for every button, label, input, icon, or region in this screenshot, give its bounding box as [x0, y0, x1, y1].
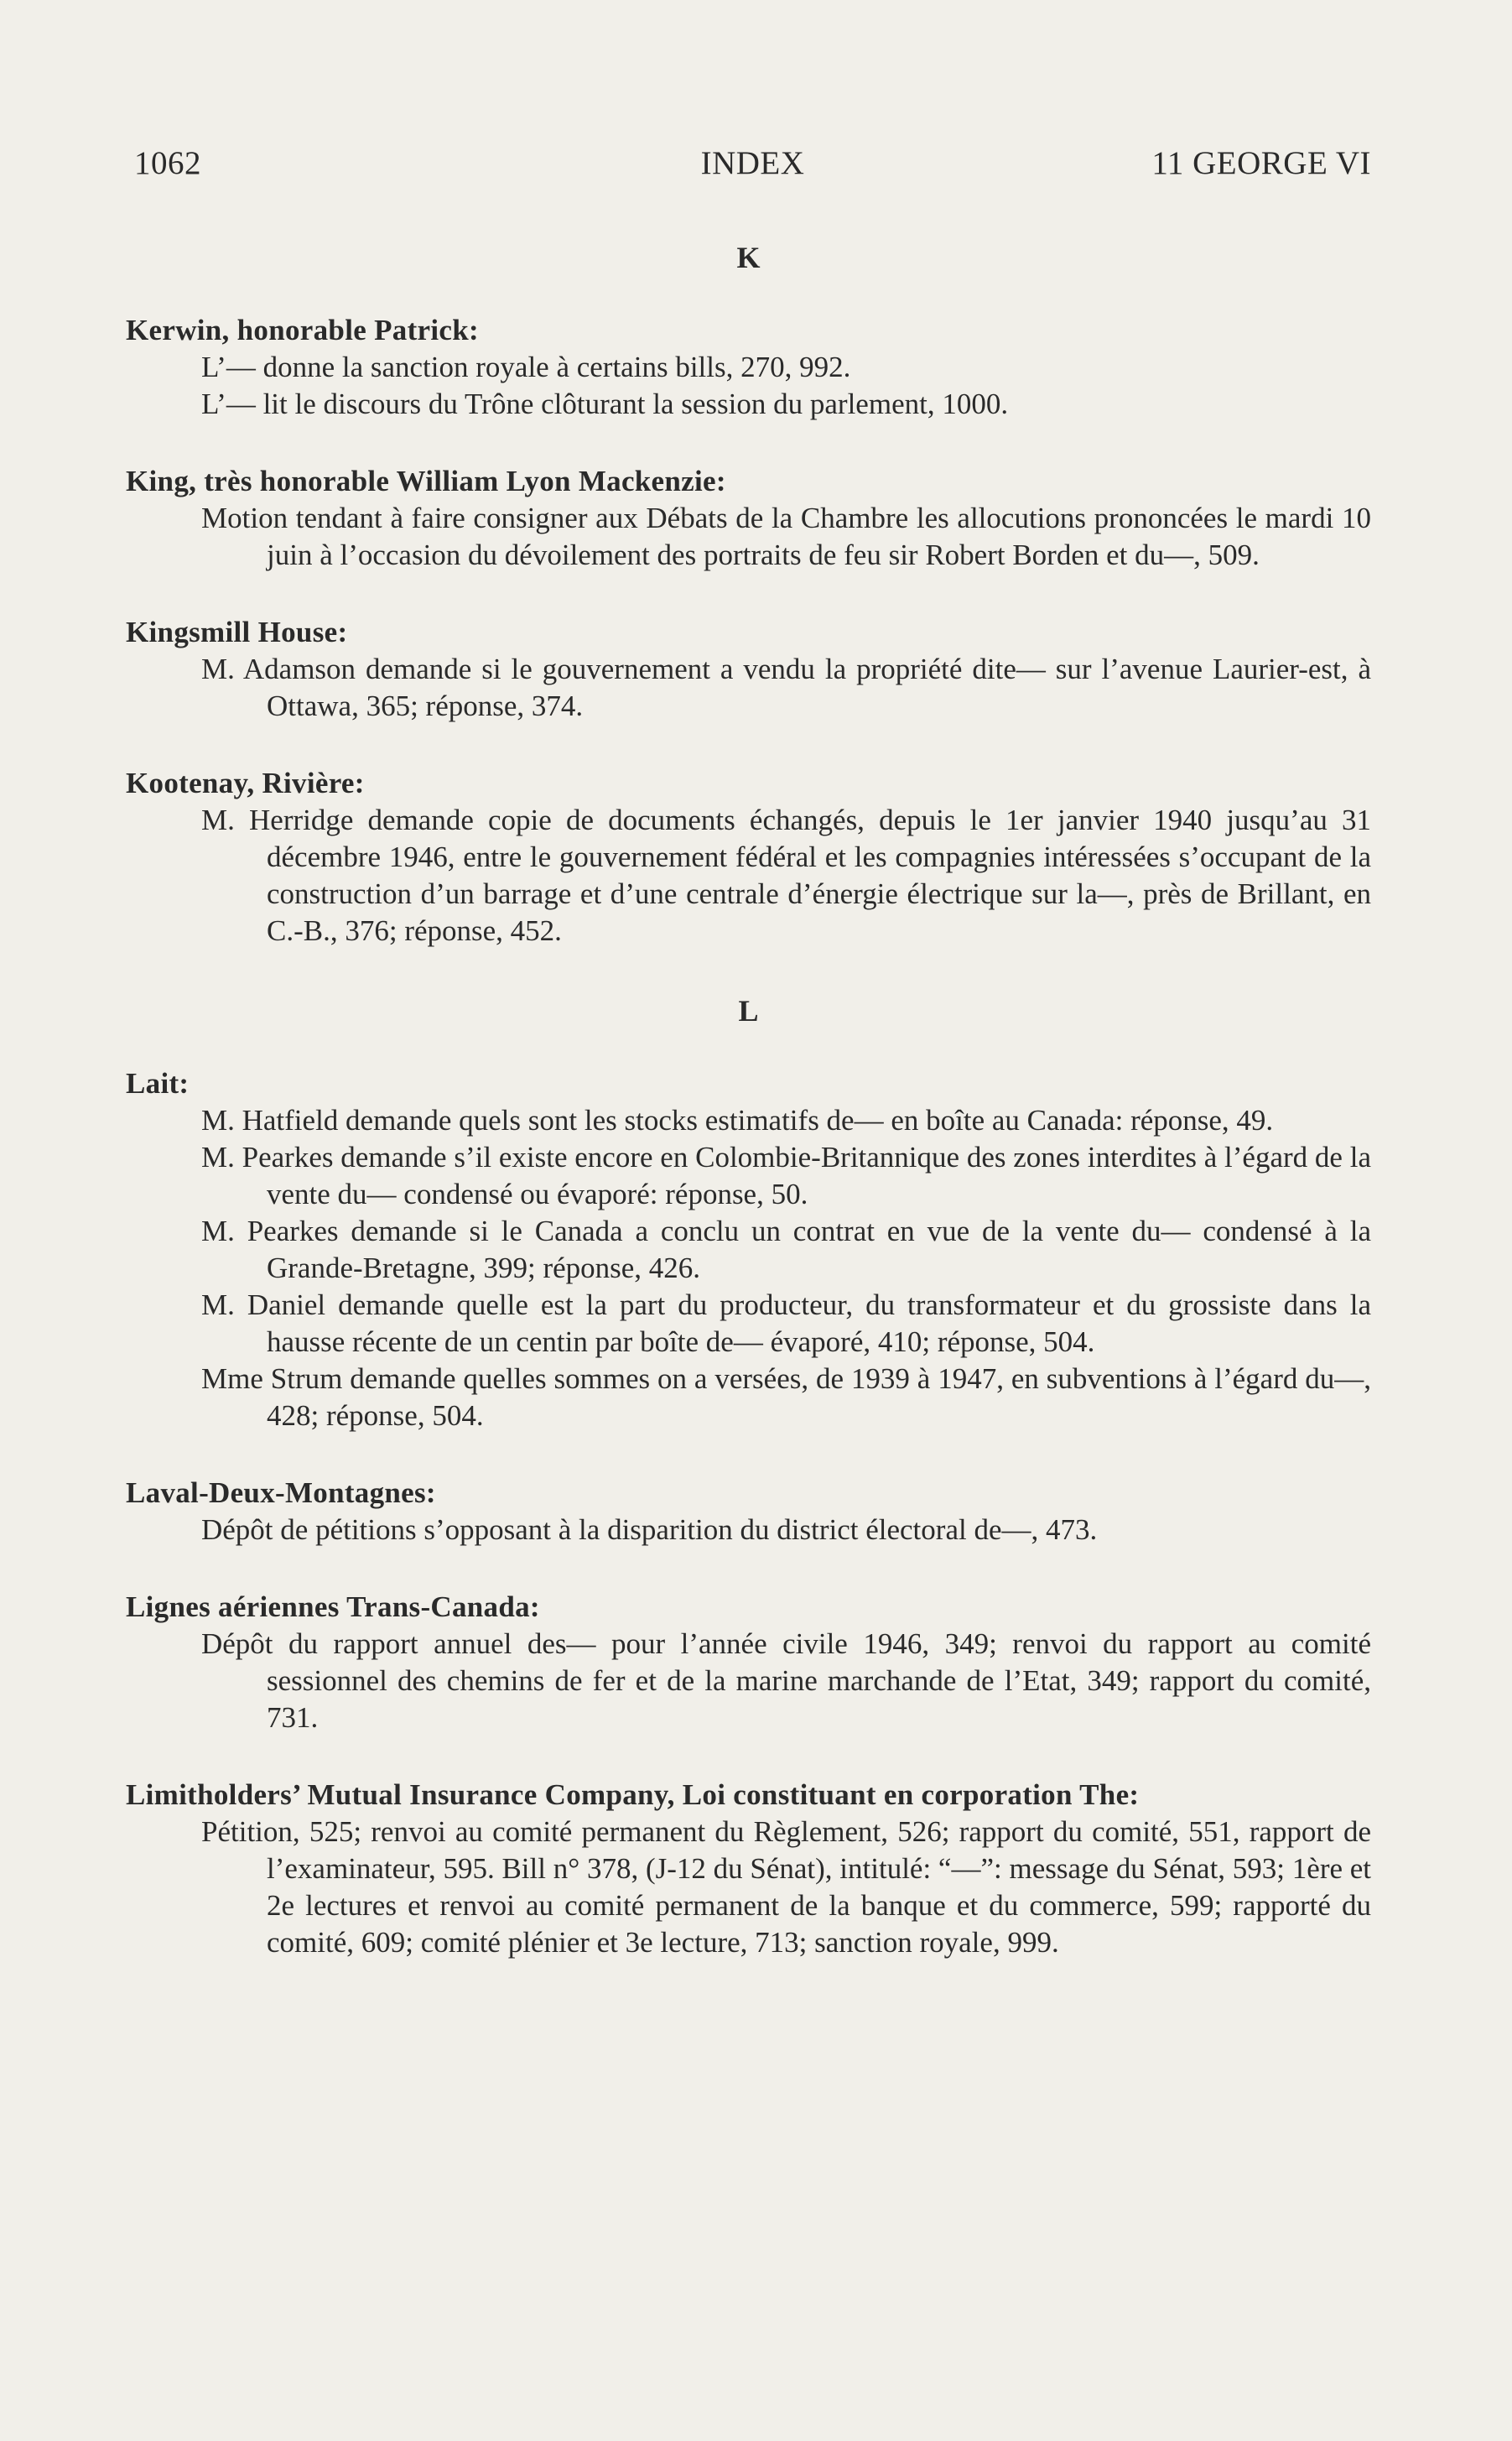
entry-subitem: M. Pearkes demande si le Canada a conclu un contrat en vue de la vente du— condensé à la Grande-Bretagne, 399; réponse, 426. — [201, 1215, 1371, 1284]
running-title: INDEX — [700, 145, 805, 181]
entry-subitem: Motion tendant à faire consigner aux Débats de la Chambre les allocutions prononcées le mardi 10 juin à l’occasion du dévoilement des portraits de feu sir Robert Borden et du—, 509. — [201, 502, 1371, 571]
entry-subitem: M. Adamson demande si le gouvernement a vendu la propriété dite— sur l’avenue Laurier-est, à Ottawa, 365; réponse, 374. — [201, 653, 1371, 722]
index-entry-lait — [126, 1065, 1371, 1434]
entry-subitem: Mme Strum demande quelles sommes on a versées, de 1939 à 1947, en subventions à l’égard du—, 428; réponse, 504. — [201, 1362, 1371, 1432]
entry-subitem: M. Herridge demande copie de documents échangés, depuis le 1er janvier 1940 jusqu’au 31 décembre 1946, entre le gouvernement fédéral et les compagnies intéressées s’occupant de la construction d’un barrage et d’une centrale d’énergie électrique sur la—, près de Brillant, en C.-B., 376; réponse, 452. — [201, 804, 1371, 947]
session-label: 11 GEORGE VI — [1151, 145, 1371, 181]
entry-heading: Limitholders’ Mutual Insurance Company, Loi constituant en corporation The: — [126, 1778, 1140, 1811]
index-entry-laval — [126, 1475, 1371, 1548]
index-entry-lignes-aeriennes — [126, 1589, 1371, 1736]
section-letter-k: K — [736, 241, 761, 274]
index-entry-kootenay — [126, 765, 1371, 950]
entry-heading: King, très honorable William Lyon Mackenzie: — [126, 465, 726, 497]
entry-subitem: Dépôt de pétitions s’opposant à la disparition du district électoral de—, 473. — [201, 1513, 1098, 1546]
page-header — [134, 144, 1371, 186]
entry-subitem: Pétition, 525; renvoi au comité permanent du Règlement, 526; rapport du comité, 551, rapport de l’examinateur, 595. Bill n° 378, (J-12 du Sénat), intitulé: “—”: message du Sénat, 593; 1ère et 2e lectures et renvoi au comité permanent de la banque et du commerce, 599; rapporté du comité, 609; comité plénier et 3e lecture, 713; sanction royale, 999. — [201, 1815, 1372, 1959]
page-number: 1062 — [134, 145, 201, 181]
index-content — [126, 237, 1371, 1961]
entry-heading: Kootenay, Rivière: — [126, 767, 365, 799]
index-entry-limitholders — [126, 1777, 1371, 1961]
entry-subitem: L’— donne la sanction royale à certains bills, 270, 992. — [201, 351, 851, 383]
entry-heading: Lait: — [126, 1067, 190, 1100]
entry-subitem: Dépôt du rapport annuel des— pour l’année civile 1946, 349; renvoi du rapport au comité sessionnel des chemins de fer et de la marine marchande de l’Etat, 349; rapport du comité, 731. — [201, 1627, 1371, 1734]
index-entry-kerwin — [126, 312, 1371, 423]
entry-subitem: L’— lit le discours du Trône clôturant la session du parlement, 1000. — [201, 388, 1009, 420]
entry-subitem: M. Daniel demande quelle est la part du producteur, du transformateur et du grossiste dans la hausse récente de un centin par boîte de— évaporé, 410; réponse, 504. — [201, 1288, 1371, 1358]
section-letter-l: L — [738, 994, 759, 1028]
entry-subitem: M. Pearkes demande s’il existe encore en Colombie-Britannique des zones interdites à l’égard de la vente du— condensé ou évaporé: réponse, 50. — [201, 1141, 1371, 1210]
entry-heading: Laval-Deux-Montagnes: — [126, 1476, 436, 1509]
entry-heading: Kerwin, honorable Patrick: — [126, 314, 479, 346]
entry-heading: Lignes aériennes Trans-Canada: — [126, 1590, 540, 1623]
index-entry-kingsmill — [126, 614, 1371, 725]
entry-heading: Kingsmill House: — [126, 616, 348, 648]
entry-subitem: M. Hatfield demande quels sont les stocks estimatifs de— en boîte au Canada: réponse, 49. — [201, 1104, 1274, 1137]
index-entry-king — [126, 463, 1371, 574]
